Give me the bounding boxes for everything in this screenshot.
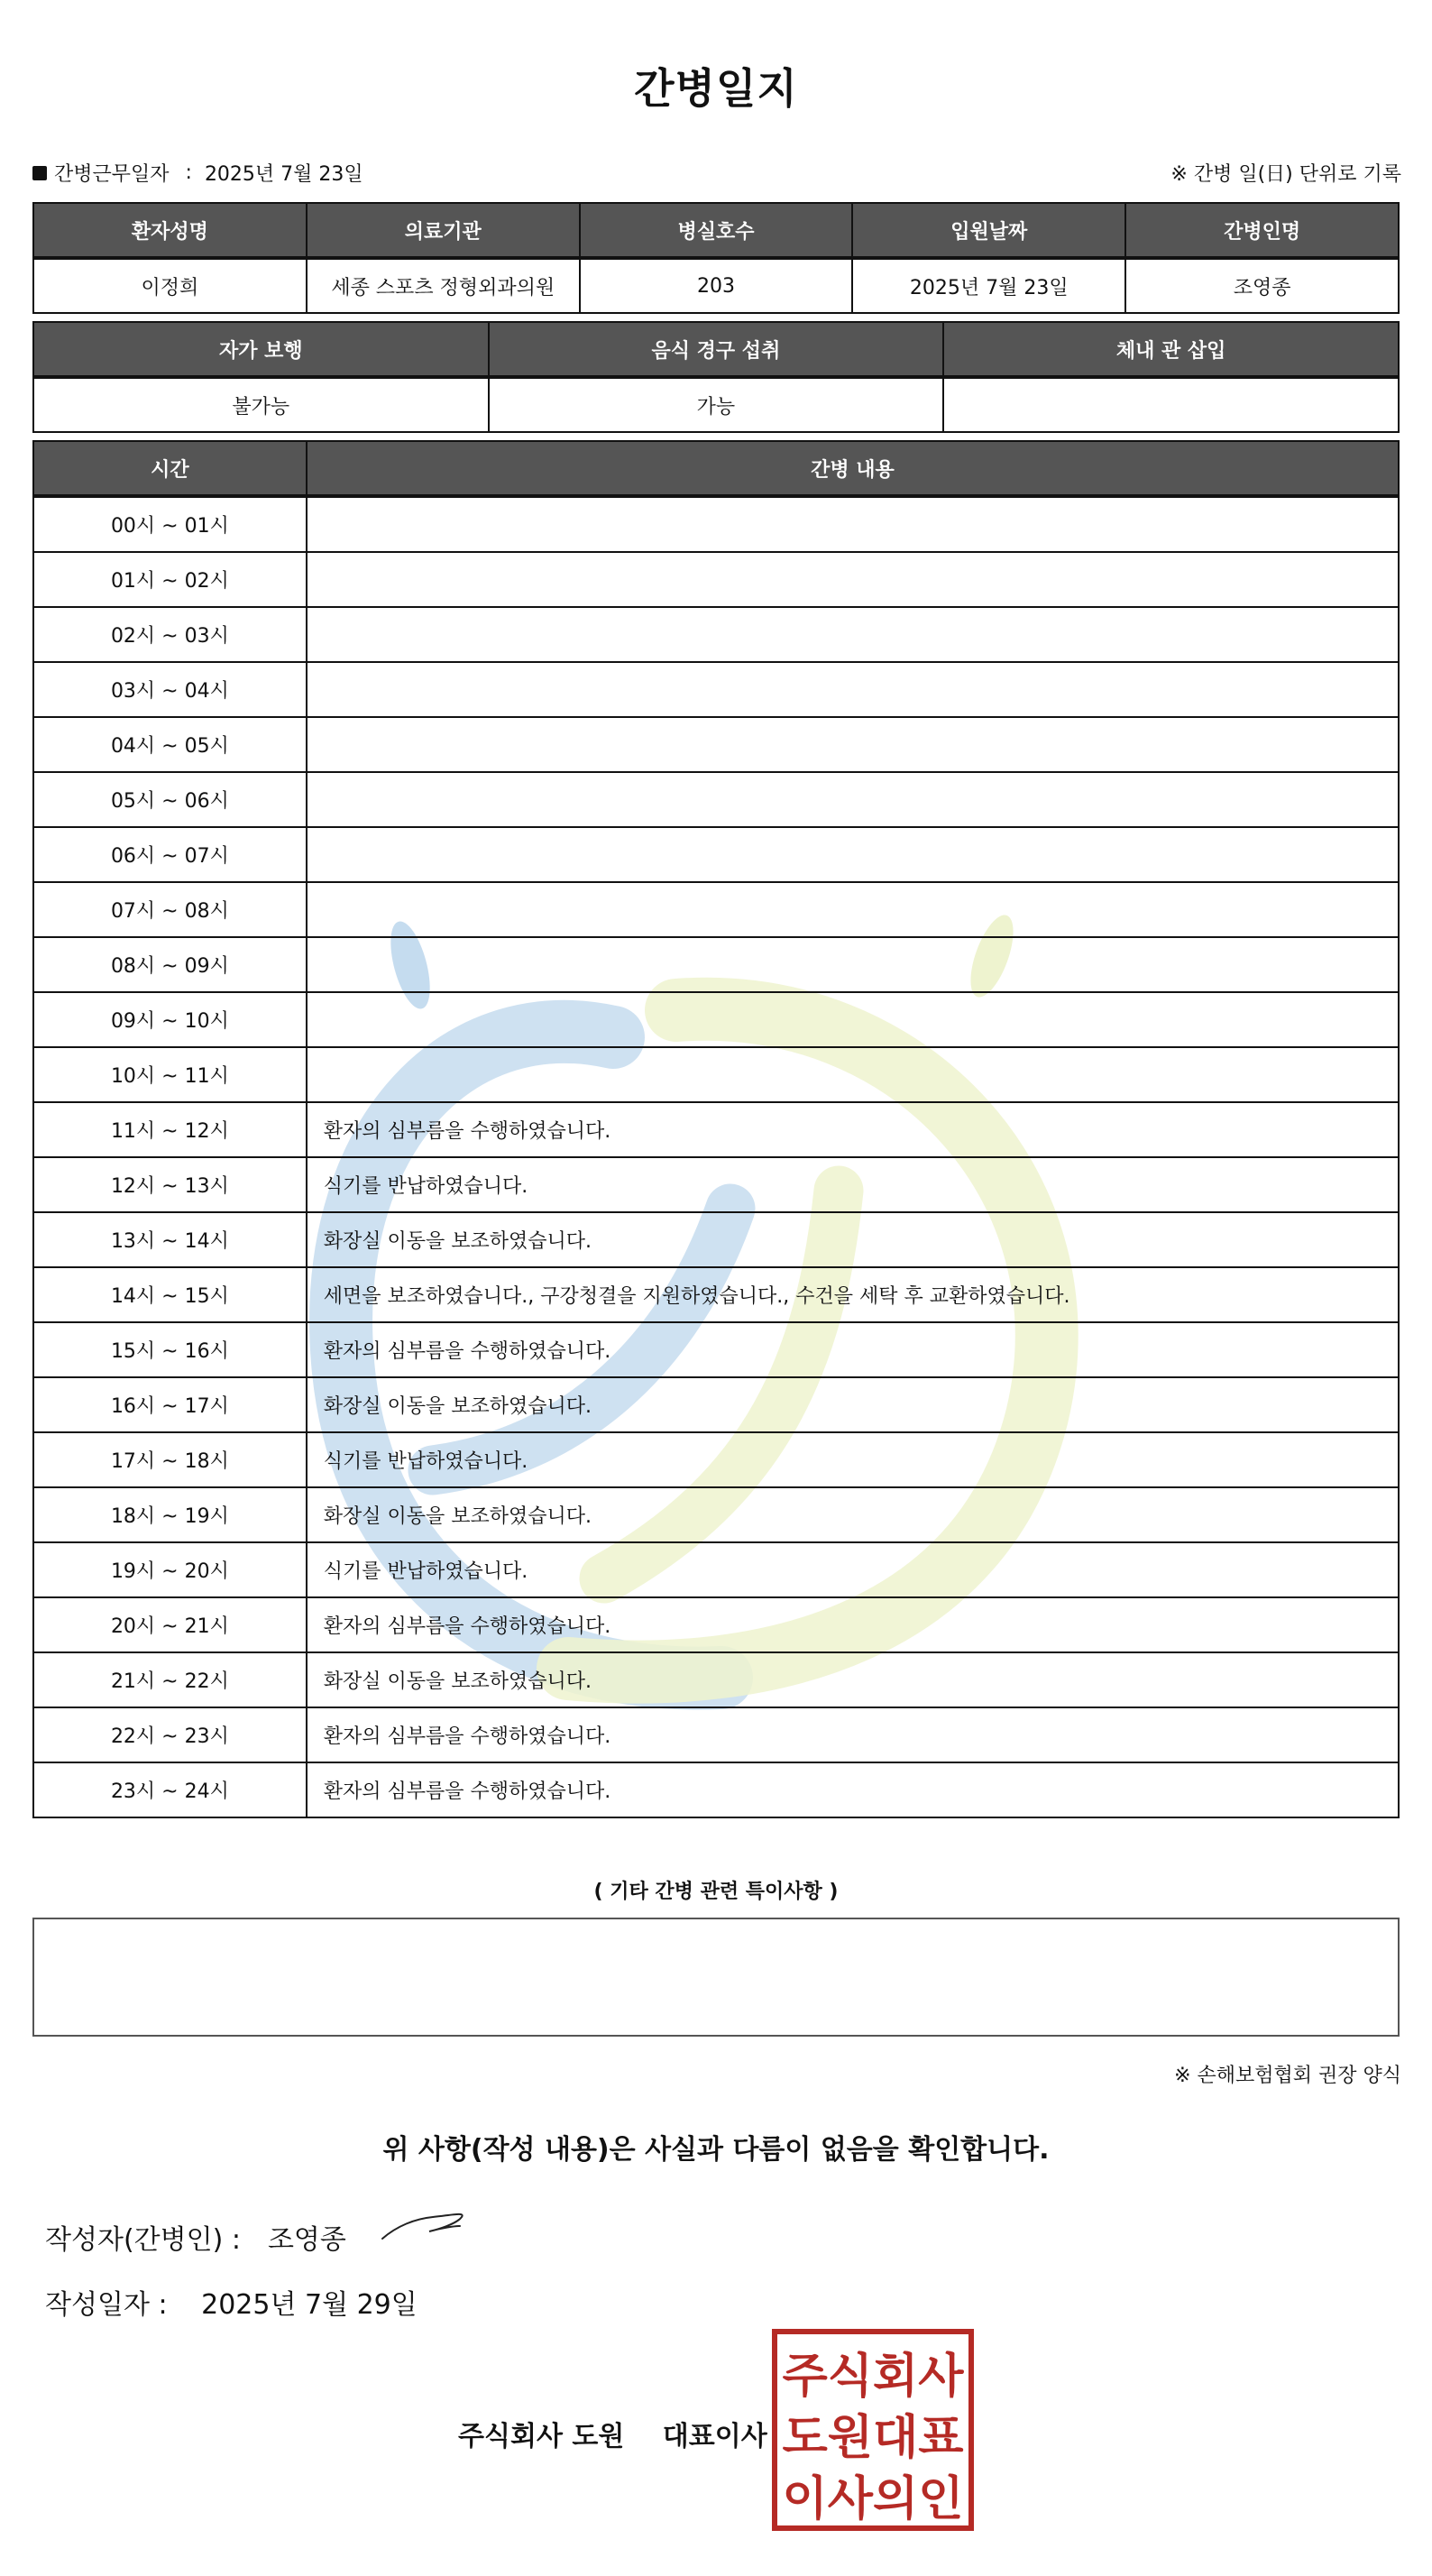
patient-name: 이정희 xyxy=(33,258,307,313)
care-content xyxy=(307,992,1399,1047)
work-date xyxy=(32,159,363,187)
time-slot: 05시 ~ 06시 xyxy=(33,772,307,827)
header-self-walking: 자가 보행 xyxy=(33,322,489,377)
table-row xyxy=(33,1597,1399,1652)
table-row xyxy=(33,1652,1399,1707)
table-row xyxy=(33,662,1399,717)
handwritten-signature-icon xyxy=(379,2208,469,2244)
time-slot: 06시 ~ 07시 xyxy=(33,827,307,882)
table-row xyxy=(33,772,1399,827)
care-log-table xyxy=(32,440,1400,1818)
time-slot: 02시 ~ 03시 xyxy=(33,607,307,662)
caregiver-name: 조영종 xyxy=(1125,258,1399,313)
time-slot: 01시 ~ 02시 xyxy=(33,552,307,607)
record-note: ※ 간병 일(日) 단위로 기록 xyxy=(1170,163,1401,186)
time-slot: 16시 ~ 17시 xyxy=(33,1377,307,1432)
header-hospital: 의료기관 xyxy=(307,203,580,258)
care-content xyxy=(307,607,1399,662)
svg-text:도원대표: 도원대표 xyxy=(782,2411,964,2465)
association-note: ※ 손해보험협회 권장 양식 xyxy=(1174,2065,1401,2087)
table-row xyxy=(33,1487,1399,1542)
time-slot: 14시 ~ 15시 xyxy=(33,1267,307,1322)
date-value: 2025년 7월 29일 xyxy=(201,2289,418,2321)
care-content xyxy=(307,662,1399,717)
care-content: 환자의 심부름을 수행하였습니다. xyxy=(307,1102,1399,1157)
time-slot: 07시 ~ 08시 xyxy=(33,882,307,937)
header-tube-insertion: 체내 관 삽입 xyxy=(943,322,1399,377)
writer-line xyxy=(45,2217,346,2257)
self-walking: 불가능 xyxy=(33,377,489,432)
care-content xyxy=(307,496,1399,552)
header-admission-date: 입원날짜 xyxy=(852,203,1125,258)
care-content: 환자의 심부름을 수행하였습니다. xyxy=(307,1597,1399,1652)
table-row xyxy=(33,1542,1399,1597)
care-content xyxy=(307,772,1399,827)
care-content: 식기를 반납하였습니다. xyxy=(307,1157,1399,1212)
time-slot: 19시 ~ 20시 xyxy=(33,1542,307,1597)
time-slot: 18시 ~ 19시 xyxy=(33,1487,307,1542)
care-content xyxy=(307,882,1399,937)
time-slot: 04시 ~ 05시 xyxy=(33,717,307,772)
svg-text:주식회사: 주식회사 xyxy=(782,2350,964,2404)
time-slot: 11시 ~ 12시 xyxy=(33,1102,307,1157)
admission-date: 2025년 7월 23일 xyxy=(852,258,1125,313)
table-row xyxy=(33,607,1399,662)
writer-label: 작성자(간병인) : xyxy=(45,2224,241,2256)
date-label: 작성일자 : xyxy=(45,2289,168,2321)
care-content xyxy=(307,1047,1399,1102)
table-row xyxy=(33,937,1399,992)
table-row xyxy=(33,882,1399,937)
patient-info-table xyxy=(32,202,1400,314)
care-content: 화장실 이동을 보조하였습니다. xyxy=(307,1212,1399,1267)
writer-name: 조영종 xyxy=(267,2224,346,2256)
care-content: 환자의 심부름을 수행하였습니다. xyxy=(307,1322,1399,1377)
table-row xyxy=(33,1432,1399,1487)
table-row xyxy=(33,1212,1399,1267)
time-slot: 23시 ~ 24시 xyxy=(33,1762,307,1817)
table-row xyxy=(33,1102,1399,1157)
representative-title: 대표이사 xyxy=(662,2421,767,2452)
table-row xyxy=(33,1157,1399,1212)
written-date-line xyxy=(45,2282,418,2322)
time-slot: 20시 ~ 21시 xyxy=(33,1597,307,1652)
header-room-number: 병실호수 xyxy=(580,203,853,258)
table-row xyxy=(33,1377,1399,1432)
time-slot: 09시 ~ 10시 xyxy=(33,992,307,1047)
table-row xyxy=(33,827,1399,882)
care-content: 화장실 이동을 보조하였습니다. xyxy=(307,1487,1399,1542)
hospital: 세종 스포츠 정형외과의원 xyxy=(307,258,580,313)
care-content xyxy=(307,937,1399,992)
patient-status-table xyxy=(32,321,1400,433)
company-name: 주식회사 도원 xyxy=(458,2421,625,2452)
time-slot: 00시 ~ 01시 xyxy=(33,496,307,552)
time-slot: 13시 ~ 14시 xyxy=(33,1212,307,1267)
work-date-separator: : xyxy=(185,161,192,184)
table-row xyxy=(33,1707,1399,1762)
oral-intake: 가능 xyxy=(489,377,944,432)
care-content: 화장실 이동을 보조하였습니다. xyxy=(307,1377,1399,1432)
confirmation-text: 위 사항(작성 내용)은 사실과 다름이 없음을 확인합니다. xyxy=(382,2134,1050,2166)
care-content: 환자의 심부름을 수행하였습니다. xyxy=(307,1762,1399,1817)
square-bullet-icon xyxy=(32,166,47,180)
time-slot: 21시 ~ 22시 xyxy=(33,1652,307,1707)
care-content: 식기를 반납하였습니다. xyxy=(307,1542,1399,1597)
header-time: 시간 xyxy=(33,441,307,496)
company-seal-icon xyxy=(772,2329,974,2531)
care-content: 화장실 이동을 보조하였습니다. xyxy=(307,1652,1399,1707)
tube-insertion xyxy=(943,377,1399,432)
special-notes-title: ( 기타 간병 관련 특이사항 ) xyxy=(593,1881,839,1903)
table-row xyxy=(33,1762,1399,1817)
care-content: 식기를 반납하였습니다. xyxy=(307,1432,1399,1487)
time-slot: 08시 ~ 09시 xyxy=(33,937,307,992)
room-number: 203 xyxy=(580,258,853,313)
care-content xyxy=(307,717,1399,772)
time-slot: 17시 ~ 18시 xyxy=(33,1432,307,1487)
company-line xyxy=(458,2414,767,2453)
special-notes-box xyxy=(32,1918,1400,2037)
care-content xyxy=(307,552,1399,607)
care-content: 환자의 심부름을 수행하였습니다. xyxy=(307,1707,1399,1762)
header-care-content: 간병 내용 xyxy=(307,441,1399,496)
work-date-value: 2025년 7월 23일 xyxy=(204,163,363,186)
table-row xyxy=(33,717,1399,772)
table-row xyxy=(33,1322,1399,1377)
work-date-label: 간병근무일자 xyxy=(54,163,170,186)
time-slot: 10시 ~ 11시 xyxy=(33,1047,307,1102)
table-row xyxy=(33,1267,1399,1322)
table-row xyxy=(33,552,1399,607)
table-row xyxy=(33,992,1399,1047)
page-title: 간병일지 xyxy=(634,64,798,113)
time-slot: 03시 ~ 04시 xyxy=(33,662,307,717)
header-patient-name: 환자성명 xyxy=(33,203,307,258)
care-content: 세면을 보조하였습니다., 구강청결을 지원하였습니다., 수건을 세탁 후 교환하였습니다. xyxy=(307,1267,1399,1322)
time-slot: 22시 ~ 23시 xyxy=(33,1707,307,1762)
care-content xyxy=(307,827,1399,882)
time-slot: 15시 ~ 16시 xyxy=(33,1322,307,1377)
header-caregiver-name: 간병인명 xyxy=(1125,203,1399,258)
table-row xyxy=(33,1047,1399,1102)
table-row xyxy=(33,496,1399,552)
svg-text:이사의인: 이사의인 xyxy=(782,2472,964,2526)
header-oral-intake: 음식 경구 섭취 xyxy=(489,322,944,377)
time-slot: 12시 ~ 13시 xyxy=(33,1157,307,1212)
